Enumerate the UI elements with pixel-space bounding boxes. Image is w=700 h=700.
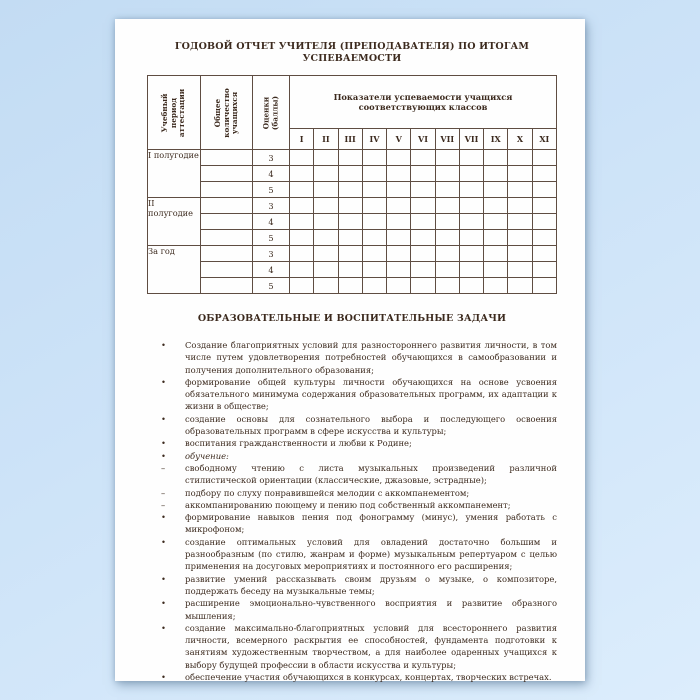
grade-cell: 5 bbox=[253, 182, 290, 198]
tasks-list bbox=[147, 339, 557, 683]
score-cell bbox=[459, 230, 483, 246]
score-cell bbox=[387, 278, 411, 294]
score-cell bbox=[338, 262, 362, 278]
score-cell bbox=[362, 246, 386, 262]
score-cell bbox=[484, 262, 508, 278]
score-cell bbox=[362, 150, 386, 166]
score-cell bbox=[435, 262, 459, 278]
period-cell: За год bbox=[148, 246, 201, 294]
list-item bbox=[161, 413, 557, 438]
score-cell bbox=[314, 278, 338, 294]
score-cell bbox=[411, 278, 435, 294]
score-cell bbox=[435, 198, 459, 214]
class-column-header: II bbox=[314, 128, 338, 149]
score-cell bbox=[290, 230, 314, 246]
table-row bbox=[148, 166, 557, 182]
list-item bbox=[161, 339, 557, 376]
score-cell bbox=[387, 262, 411, 278]
score-cell bbox=[314, 198, 338, 214]
grade-cell: 5 bbox=[253, 278, 290, 294]
class-column-header: IV bbox=[362, 128, 386, 149]
performance-table bbox=[147, 75, 557, 294]
score-cell bbox=[532, 230, 556, 246]
score-cell bbox=[508, 150, 532, 166]
score-cell bbox=[338, 246, 362, 262]
score-cell bbox=[411, 230, 435, 246]
class-column-header: III bbox=[338, 128, 362, 149]
score-cell bbox=[290, 182, 314, 198]
list-item bbox=[161, 622, 557, 671]
score-cell bbox=[411, 198, 435, 214]
score-cell bbox=[508, 198, 532, 214]
score-cell bbox=[362, 278, 386, 294]
table-row bbox=[148, 246, 557, 262]
student-count-cell bbox=[201, 214, 253, 230]
score-cell bbox=[338, 230, 362, 246]
table-header-row-1 bbox=[148, 76, 557, 129]
class-column-header: X bbox=[508, 128, 532, 149]
bullet-marker: • bbox=[161, 376, 166, 387]
score-cell bbox=[508, 230, 532, 246]
list-item-text: формирование навыков пения под фонограмму (минус), умения работать с микрофоном; bbox=[185, 512, 557, 535]
student-count-cell bbox=[201, 262, 253, 278]
score-cell bbox=[362, 230, 386, 246]
section-heading: ОБРАЗОВАТЕЛЬНЫЕ И ВОСПИТАТЕЛЬНЫЕ ЗАДАЧИ bbox=[197, 313, 507, 324]
score-cell bbox=[459, 214, 483, 230]
score-cell bbox=[411, 166, 435, 182]
score-cell bbox=[290, 198, 314, 214]
bullet-marker: • bbox=[161, 573, 166, 584]
list-item-text: аккомпанированию поющему и пению под собственный аккомпанемент; bbox=[185, 499, 511, 510]
score-cell bbox=[532, 182, 556, 198]
score-cell bbox=[459, 198, 483, 214]
list-item-text: развитие умений рассказывать своим друзьям о музыке, о композиторе, поддержать беседу на музыкальные темы; bbox=[185, 573, 557, 596]
list-item bbox=[161, 536, 557, 573]
header-indicators: Показатели успеваемости учащихся соответствующих классов bbox=[290, 76, 557, 129]
table-row bbox=[148, 214, 557, 230]
list-item-text: создание оптимальных условий для овладений достаточно большим и разнообразным (по стилю, жанрам и форме) музыкальным репертуаром с целью применения на досуговых мероприятиях и постоянного его расширения; bbox=[185, 536, 557, 572]
period-cell: II полугодие bbox=[148, 198, 201, 246]
score-cell bbox=[387, 230, 411, 246]
score-cell bbox=[290, 166, 314, 182]
score-cell bbox=[435, 230, 459, 246]
document-page bbox=[115, 19, 585, 681]
score-cell bbox=[532, 166, 556, 182]
list-item-text: обеспечение участия обучающихся в конкурсах, концертах, творческих встречах. bbox=[185, 672, 552, 683]
score-cell bbox=[435, 214, 459, 230]
header-study-period-label: Учебный период аттестации bbox=[160, 88, 187, 137]
header-grades-label: Оценки (баллы) bbox=[261, 95, 279, 130]
score-cell bbox=[532, 262, 556, 278]
score-cell bbox=[338, 214, 362, 230]
list-item-text: обучение: bbox=[185, 450, 229, 461]
score-cell bbox=[484, 278, 508, 294]
table-row bbox=[148, 230, 557, 246]
grade-cell: 3 bbox=[253, 246, 290, 262]
list-item bbox=[161, 671, 557, 683]
score-cell bbox=[338, 278, 362, 294]
header-study-period bbox=[148, 76, 201, 150]
class-column-header: VI bbox=[411, 128, 435, 149]
score-cell bbox=[435, 278, 459, 294]
score-cell bbox=[435, 182, 459, 198]
header-student-count-label: Общее количество учащихся bbox=[212, 87, 239, 138]
list-item bbox=[161, 437, 557, 449]
bullet-marker: • bbox=[161, 438, 166, 449]
grade-cell: 3 bbox=[253, 198, 290, 214]
student-count-cell bbox=[201, 246, 253, 262]
score-cell bbox=[314, 166, 338, 182]
score-cell bbox=[459, 150, 483, 166]
student-count-cell bbox=[201, 182, 253, 198]
student-count-cell bbox=[201, 278, 253, 294]
list-item-text: формирование общей культуры личности обучающихся на основе усвоения обязательного минимума содержания образовательных программ, их адаптации к жизни в обществе; bbox=[185, 376, 557, 412]
bullet-marker: • bbox=[161, 340, 166, 350]
score-cell bbox=[411, 150, 435, 166]
period-cell: I полугодие bbox=[148, 150, 201, 198]
score-cell bbox=[314, 246, 338, 262]
list-item bbox=[161, 487, 557, 499]
table-row bbox=[148, 262, 557, 278]
table-row bbox=[148, 182, 557, 198]
list-item bbox=[161, 450, 557, 462]
score-cell bbox=[362, 166, 386, 182]
score-cell bbox=[508, 182, 532, 198]
list-item-text: подбору по слуху понравившейся мелодии с аккомпанементом; bbox=[185, 487, 470, 498]
score-cell bbox=[508, 278, 532, 294]
score-cell bbox=[290, 262, 314, 278]
grade-cell: 4 bbox=[253, 262, 290, 278]
list-item bbox=[161, 597, 557, 622]
grade-cell: 3 bbox=[253, 150, 290, 166]
score-cell bbox=[411, 262, 435, 278]
score-cell bbox=[338, 182, 362, 198]
score-cell bbox=[484, 246, 508, 262]
score-cell bbox=[459, 278, 483, 294]
score-cell bbox=[362, 198, 386, 214]
list-item-text: свободному чтению с листа музыкальных произведений различной стилистической ориентации (классические, джазовые, эстрадные); bbox=[185, 462, 557, 486]
class-column-header: IX bbox=[484, 128, 508, 149]
score-cell bbox=[338, 166, 362, 182]
student-count-cell bbox=[201, 230, 253, 246]
table-row bbox=[148, 150, 557, 166]
list-item-text: расширение эмоционально-чувственного восприятия и развитие образного мышления; bbox=[185, 598, 557, 621]
score-cell bbox=[290, 278, 314, 294]
score-cell bbox=[387, 214, 411, 230]
bullet-marker: • bbox=[161, 512, 166, 523]
score-cell bbox=[338, 198, 362, 214]
score-cell bbox=[411, 182, 435, 198]
score-cell bbox=[362, 182, 386, 198]
score-cell bbox=[338, 150, 362, 166]
score-cell bbox=[484, 198, 508, 214]
student-count-cell bbox=[201, 198, 253, 214]
score-cell bbox=[411, 214, 435, 230]
list-item-text: создание основы для сознательного выбора и последующего освоения образовательных программ в сфере искусства и культуры; bbox=[185, 413, 557, 437]
score-cell bbox=[508, 166, 532, 182]
table-row bbox=[148, 278, 557, 294]
score-cell bbox=[532, 198, 556, 214]
score-cell bbox=[459, 246, 483, 262]
class-column-header: I bbox=[290, 128, 314, 149]
score-cell bbox=[314, 182, 338, 198]
class-column-header: VII bbox=[459, 128, 483, 149]
score-cell bbox=[290, 214, 314, 230]
score-cell bbox=[459, 182, 483, 198]
score-cell bbox=[532, 246, 556, 262]
score-cell bbox=[435, 150, 459, 166]
bullet-marker: • bbox=[161, 413, 166, 424]
list-item bbox=[161, 499, 557, 511]
score-cell bbox=[508, 246, 532, 262]
bullet-marker: • bbox=[161, 450, 166, 461]
score-cell bbox=[387, 166, 411, 182]
score-cell bbox=[411, 246, 435, 262]
score-cell bbox=[435, 166, 459, 182]
score-cell bbox=[459, 166, 483, 182]
class-column-header: XI bbox=[532, 128, 556, 149]
score-cell bbox=[314, 230, 338, 246]
score-cell bbox=[435, 246, 459, 262]
dash-marker: – bbox=[161, 462, 166, 473]
score-cell bbox=[484, 150, 508, 166]
score-cell bbox=[459, 262, 483, 278]
bullet-marker: • bbox=[161, 622, 166, 633]
score-cell bbox=[362, 262, 386, 278]
dash-marker: – bbox=[161, 487, 166, 498]
bullet-marker: • bbox=[161, 672, 166, 683]
score-cell bbox=[387, 246, 411, 262]
score-cell bbox=[290, 150, 314, 166]
class-column-header: V bbox=[387, 128, 411, 149]
student-count-cell bbox=[201, 166, 253, 182]
bullet-marker: • bbox=[161, 536, 166, 547]
score-cell bbox=[484, 182, 508, 198]
score-cell bbox=[314, 214, 338, 230]
list-item-text: Создание благоприятных условий для разностороннего развития личности, в том числе путем удовлетворения потребностей обучающихся в самообразовании и получения дополнительного образования; bbox=[185, 340, 557, 375]
score-cell bbox=[532, 150, 556, 166]
header-grades bbox=[253, 76, 290, 150]
list-item bbox=[161, 573, 557, 598]
score-cell bbox=[532, 214, 556, 230]
header-student-count bbox=[201, 76, 253, 150]
dash-marker: – bbox=[161, 499, 166, 510]
list-item bbox=[161, 376, 557, 413]
list-item bbox=[161, 462, 557, 487]
list-item-text: воспитания гражданственности и любви к Родине; bbox=[185, 438, 412, 449]
grade-cell: 5 bbox=[253, 230, 290, 246]
class-column-header: VII bbox=[435, 128, 459, 149]
score-cell bbox=[387, 182, 411, 198]
score-cell bbox=[484, 230, 508, 246]
student-count-cell bbox=[201, 150, 253, 166]
list-item bbox=[161, 511, 557, 536]
score-cell bbox=[362, 214, 386, 230]
score-cell bbox=[387, 150, 411, 166]
document-title: ГОДОВОЙ ОТЧЕТ УЧИТЕЛЯ (ПРЕПОДАВАТЕЛЯ) ПО ИТОГАМ УСПЕВАЕМОСТИ bbox=[174, 41, 530, 64]
score-cell bbox=[508, 262, 532, 278]
score-cell bbox=[508, 214, 532, 230]
score-cell bbox=[387, 198, 411, 214]
bullet-marker: • bbox=[161, 598, 166, 609]
score-cell bbox=[484, 166, 508, 182]
score-cell bbox=[314, 150, 338, 166]
grade-cell: 4 bbox=[253, 166, 290, 182]
score-cell bbox=[314, 262, 338, 278]
list-item-text: создание максимально-благоприятных условий для всестороннего развития личности, всемерного раскрытия ее способностей, фундамента подготовки к занятиям художественным творчеством, а для наиболее одаренных учащихся к выбору будущей профессии в области искусства и культуры; bbox=[185, 622, 557, 670]
grade-cell: 4 bbox=[253, 214, 290, 230]
score-cell bbox=[290, 246, 314, 262]
score-cell bbox=[484, 214, 508, 230]
score-cell bbox=[532, 278, 556, 294]
table-row bbox=[148, 198, 557, 214]
